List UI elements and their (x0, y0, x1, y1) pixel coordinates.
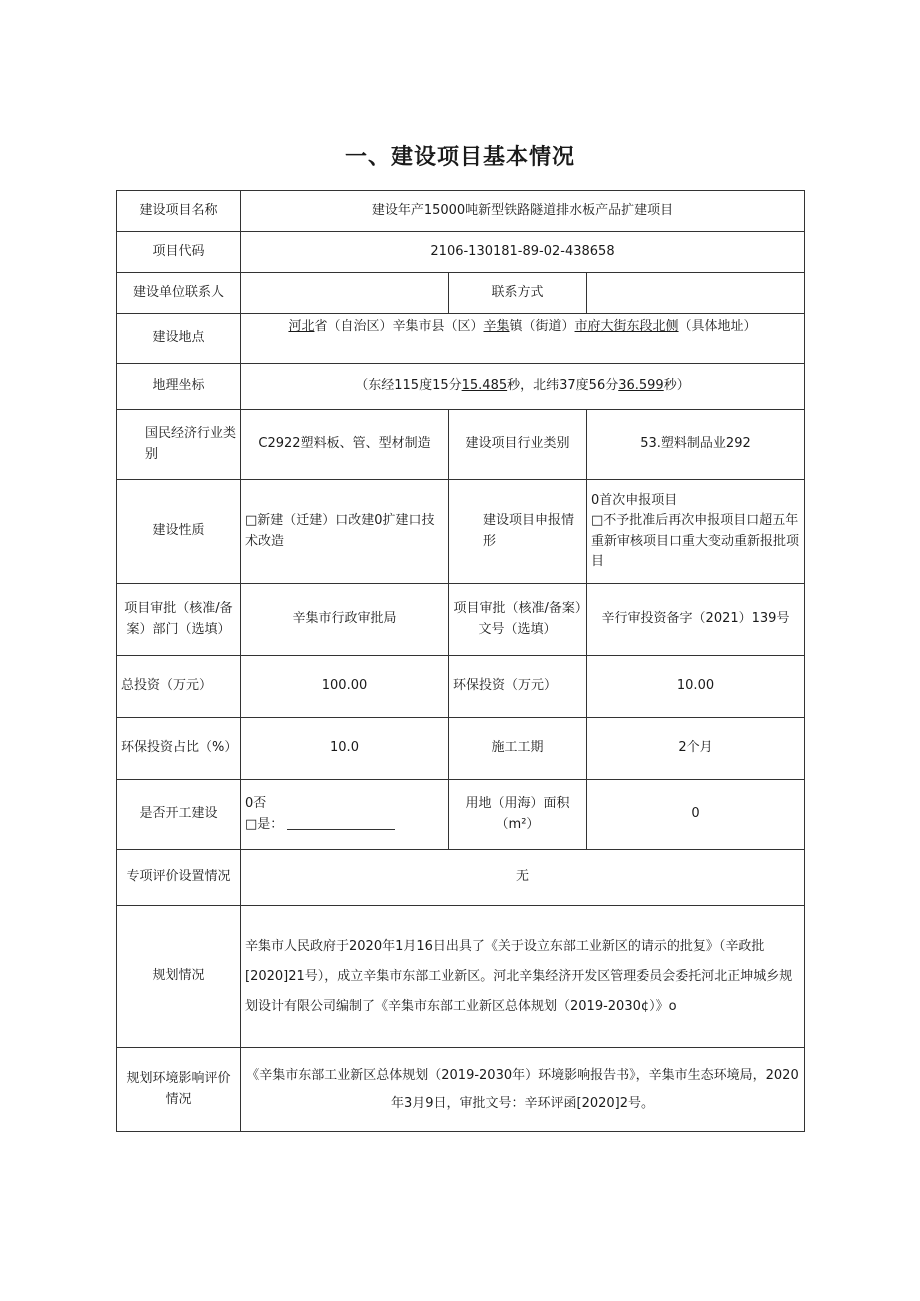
value-project-name: 建设年产15000吨新型铁路隧道排水板产品扩建项目 (241, 191, 805, 232)
location-province: 河北 (288, 319, 315, 334)
row-ratio (117, 718, 805, 780)
project-info-table (116, 190, 805, 1132)
value-planning: 辛集市人民政府于2020年1月16日出具了《关于设立东部工业新区的请示的批复》（辛政批[2020]21号），成立辛集市东部工业新区。河北辛集经济开发区管理委员会委托河北正坤城乡规划设计有限公司编制了《辛集市东部工业新区总体规划（2019-2030¢）》o (241, 906, 805, 1048)
row-coordinates (117, 364, 805, 410)
started-date-blank (287, 817, 395, 830)
label-contact-person: 建设单位联系人 (117, 273, 241, 314)
label-construction-period: 施工工期 (449, 718, 587, 780)
value-project-industry: 53.塑料制品业292 (587, 410, 805, 480)
value-approval-no: 辛行审投资备字（2021）139号 (587, 584, 805, 656)
location-city: 辛集市 (392, 319, 432, 334)
label-location: 建设地点 (117, 314, 241, 364)
value-planning-eia: 《辛集市东部工业新区总体规划（2019-2030年）环境影响报告书》，辛集市生态环境局，2020年3月9日，审批文号：辛环评函[2020]2号。 (241, 1048, 805, 1132)
coord-lat-seconds: 36.599 (618, 378, 664, 394)
value-total-investment: 100.00 (241, 656, 449, 718)
label-planning: 规划情况 (117, 906, 241, 1048)
value-special-evaluation: 无 (241, 850, 805, 906)
row-approval (117, 584, 805, 656)
application-option-first: 0首次申报项目 (591, 493, 678, 509)
location-address: 市府大街东段北侧 (574, 319, 679, 334)
value-industry: C2922塑料板、管、型材制造 (241, 410, 449, 480)
label-env-investment: 环保投资（万元） (449, 656, 587, 718)
coord-suffix: 秒） (663, 378, 690, 394)
page-title: 一、建设项目基本情况 (344, 145, 575, 170)
label-project-code: 项目代码 (117, 232, 241, 273)
label-land-area: 用地（用海）面积（m²） (449, 780, 587, 850)
label-project-name: 建设项目名称 (117, 191, 241, 232)
value-application-type (587, 480, 805, 584)
row-started (117, 780, 805, 850)
row-planning (117, 906, 805, 1048)
row-location (117, 314, 805, 364)
row-nature (117, 480, 805, 584)
value-land-area: 0 (587, 780, 805, 850)
label-env-ratio: 环保投资占比（%） (117, 718, 241, 780)
value-contact-person (241, 273, 449, 314)
label-planning-eia: 规划环境影响评价情况 (117, 1048, 241, 1132)
row-planning-eia (117, 1048, 805, 1132)
row-industry (117, 410, 805, 480)
application-option-others: □不予批准后再次申报项目口超五年重新审核项目口重大变动重新报批项目 (591, 513, 800, 569)
value-coordinates (241, 364, 805, 410)
value-nature: □新建（迁建）口改建0扩建口技术改造 (241, 480, 449, 584)
value-approval-dept: 辛集市行政审批局 (241, 584, 449, 656)
row-investment (117, 656, 805, 718)
label-approval-no: 项目审批（核准/备案）文号（选填） (449, 584, 587, 656)
started-option-no: 0否 (245, 796, 267, 812)
location-town: 辛集 (483, 319, 510, 334)
value-construction-period: 2个月 (587, 718, 805, 780)
value-location (241, 314, 805, 364)
label-coordinates: 地理坐标 (117, 364, 241, 410)
row-project-name (117, 191, 805, 232)
label-started: 是否开工建设 (117, 780, 241, 850)
value-env-ratio: 10.0 (241, 718, 449, 780)
value-started (241, 780, 449, 850)
label-industry: 国民经济行业类别 (117, 410, 241, 480)
label-project-industry: 建设项目行业类别 (449, 410, 587, 480)
coord-lon-prefix: （东经115度15分 (355, 378, 462, 394)
row-project-code (117, 232, 805, 273)
row-special-evaluation (117, 850, 805, 906)
started-option-yes: □是： (245, 816, 284, 832)
location-town-unit: 镇（街道） (509, 319, 575, 334)
value-contact-method (587, 273, 805, 314)
label-application-type: 建设项目申报情形 (449, 480, 587, 584)
value-env-investment: 10.00 (587, 656, 805, 718)
coord-lat-prefix: 秒，北纬37度56分 (507, 378, 619, 394)
label-special-evaluation: 专项评价设置情况 (117, 850, 241, 906)
label-nature: 建设性质 (117, 480, 241, 584)
location-address-unit: （具体地址） (678, 319, 757, 334)
label-contact-method: 联系方式 (449, 273, 587, 314)
location-city-unit: 县（区） (431, 319, 484, 334)
coord-lon-seconds: 15.485 (461, 378, 508, 394)
label-approval-dept: 项目审批（核准/备案）部门（选填） (117, 584, 241, 656)
value-project-code: 2106-130181-89-02-438658 (241, 232, 805, 273)
location-province-unit: 省（自治区） (314, 319, 393, 334)
label-total-investment: 总投资（万元） (117, 656, 241, 718)
row-contact (117, 273, 805, 314)
